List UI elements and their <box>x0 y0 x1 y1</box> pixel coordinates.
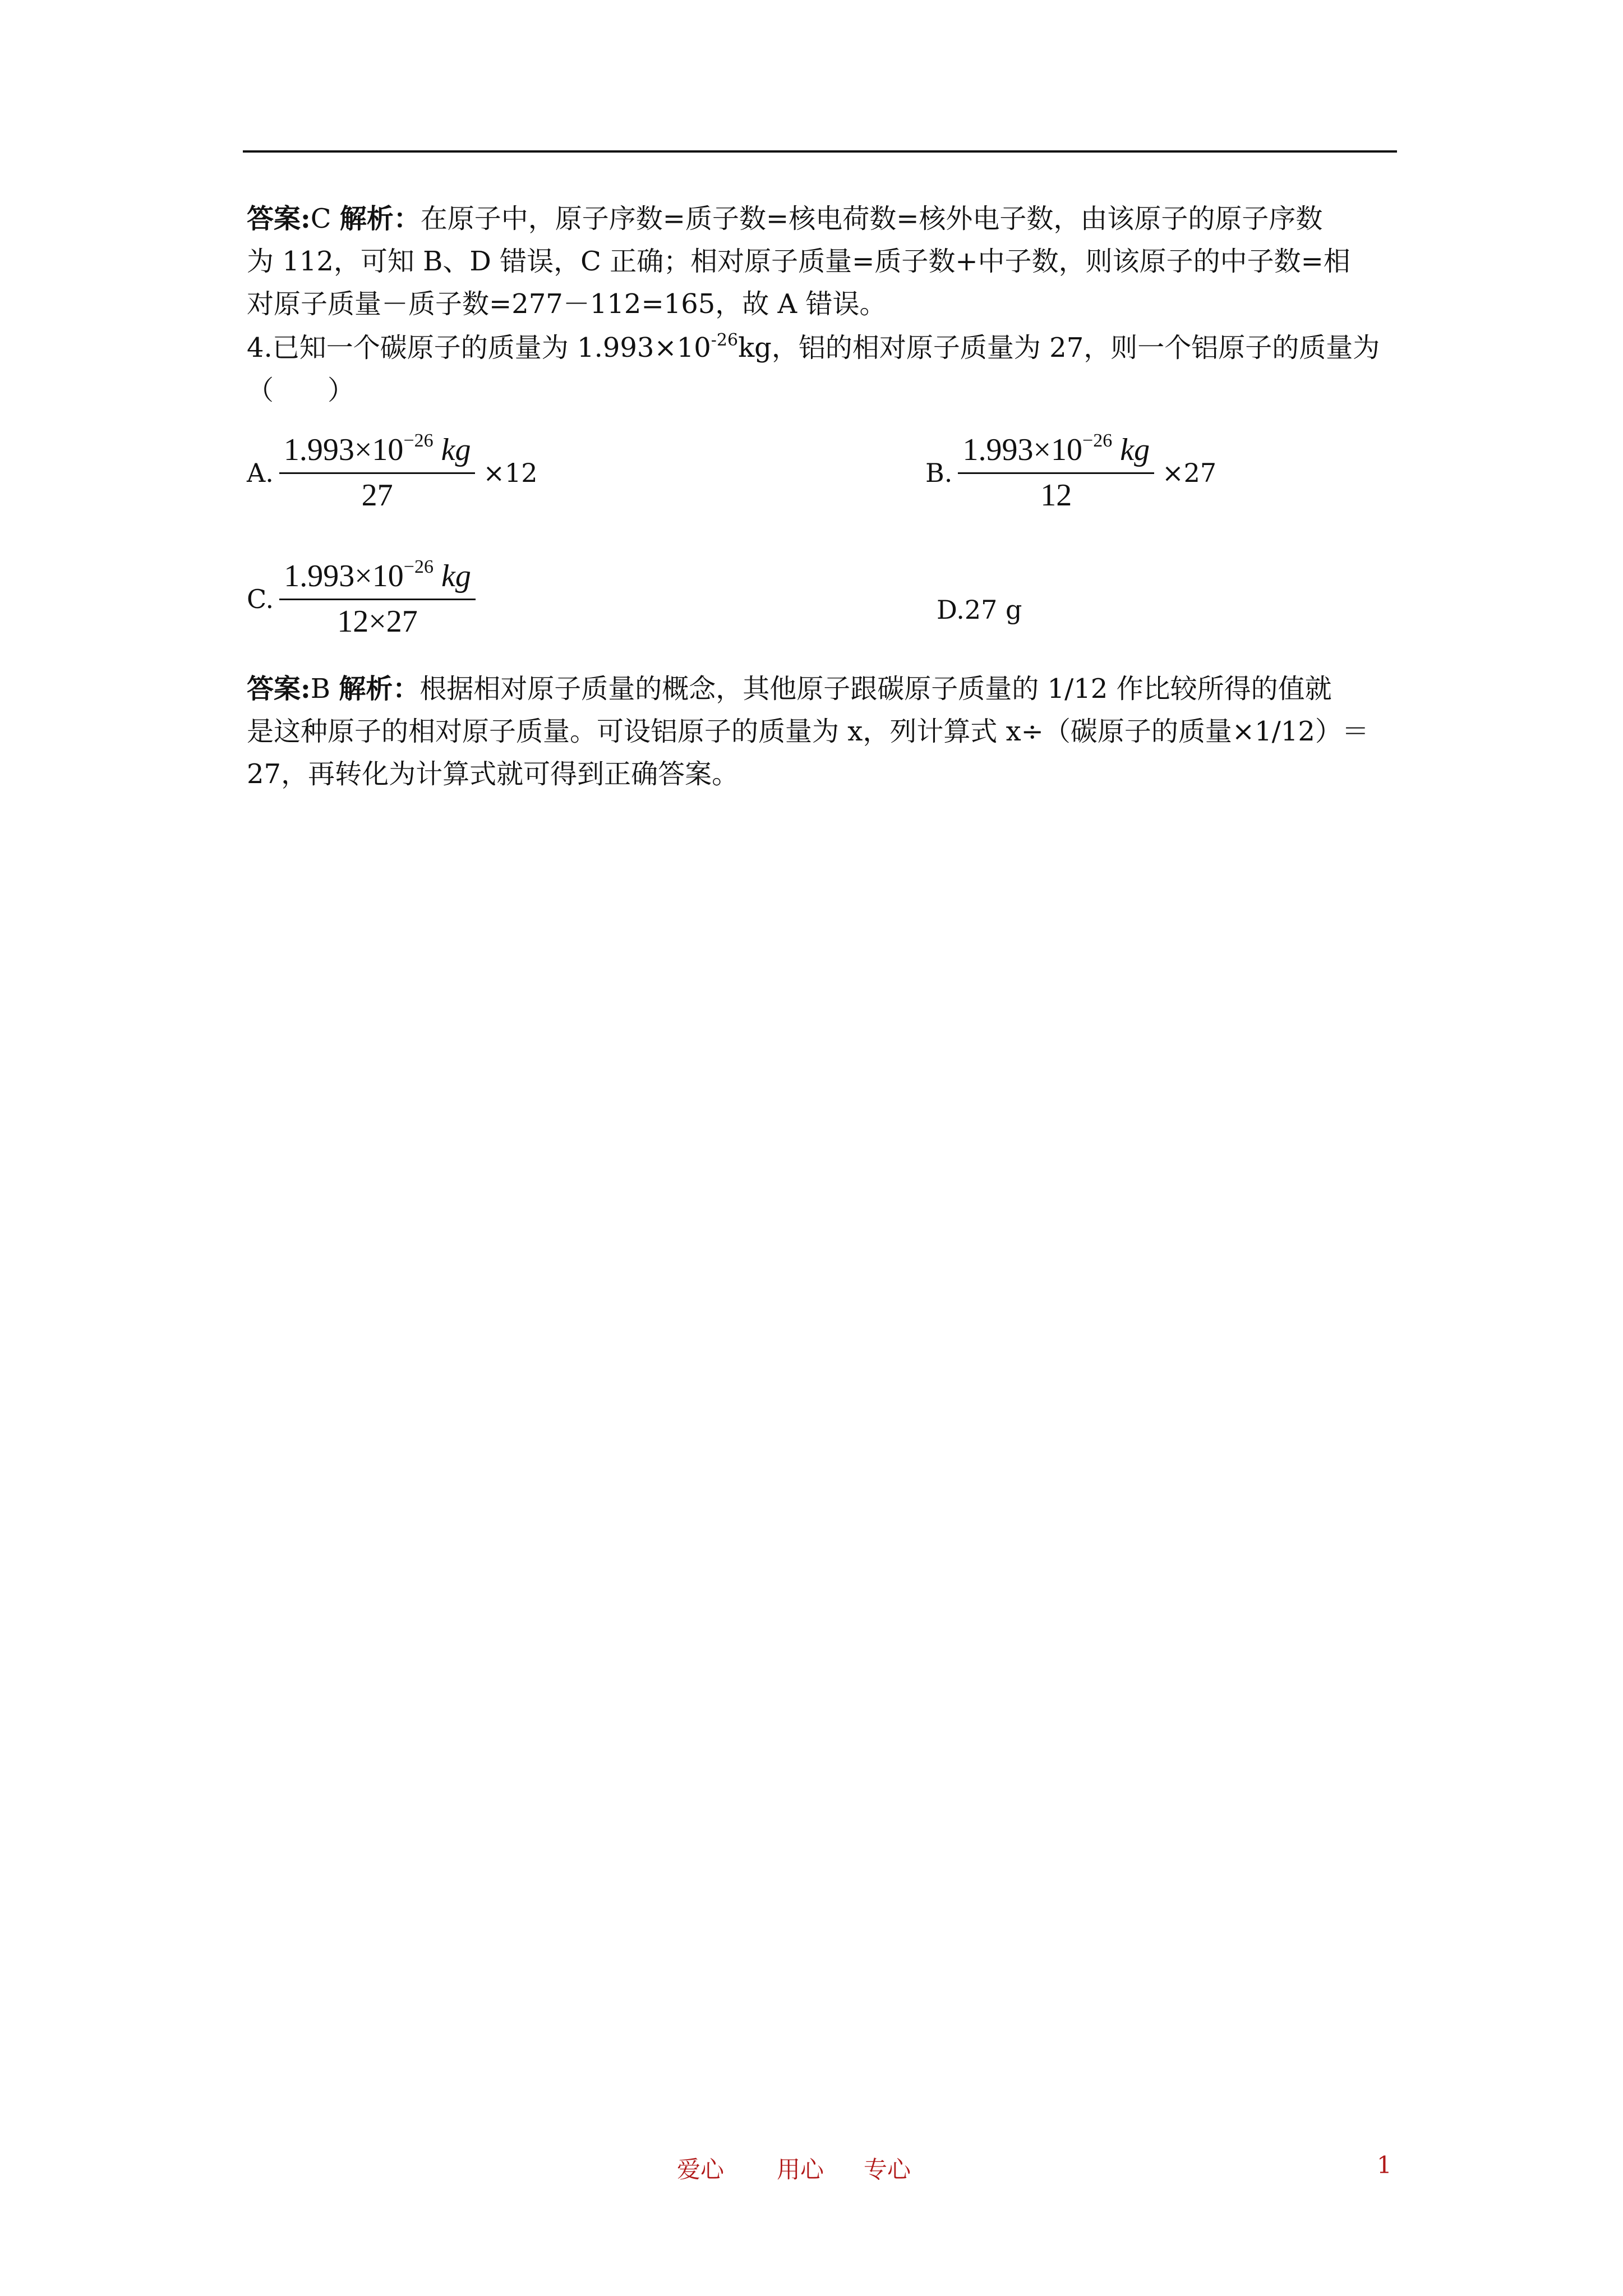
answer-3-paragraph <box>247 197 1396 325</box>
option-a-denominator: 27 <box>361 478 393 513</box>
option-b-exponent: −26 <box>1082 430 1113 451</box>
option-b-numerator <box>958 432 1154 472</box>
option-d-label: D.27 g <box>937 595 1022 625</box>
option-b-denominator: 12 <box>1040 478 1072 513</box>
option-c-fraction <box>279 558 476 639</box>
question-4-text-a: 4.已知一个碳原子的质量为 1.993×10 <box>247 332 711 364</box>
option-a-fraction <box>279 432 476 513</box>
answer-3-line-3: 对原子质量－质子数=277－112=165，故 A 错误。 <box>247 288 887 320</box>
option-c-exponent: −26 <box>403 556 434 577</box>
option-c-unit: kg <box>441 559 471 593</box>
option-b-fraction <box>958 432 1154 513</box>
footer-slogan-3: 专心 <box>864 2156 911 2183</box>
answer-4-line-3: 27，再转化为计算式就可得到正确答案。 <box>247 758 739 790</box>
question-4-line-1 <box>247 326 1396 369</box>
option-b-unit: kg <box>1120 432 1150 467</box>
option-a-numerator <box>279 432 476 472</box>
option-a-unit: kg <box>441 432 471 467</box>
option-c-label: C. <box>247 583 274 614</box>
header-rule <box>243 150 1397 153</box>
question-4-text-b: kg，铝的相对原子质量为 27，则一个铝原子的质量为 <box>738 332 1380 364</box>
page-number: 1 <box>1377 2151 1392 2179</box>
answer-3-line-1 <box>247 197 1396 240</box>
answer-4-paragraph <box>247 668 1396 795</box>
answer-3-text-1: 在原子中，原子序数=质子数=核电荷数=核外电子数，由该原子的原子序数 <box>420 203 1323 234</box>
option-d <box>937 595 1022 625</box>
option-a-suffix: ×12 <box>483 457 538 488</box>
answer-3-line-2: 为 112，可知 B、D 错误，C 正确；相对原子质量=质子数+中子数，则该原子的中子数=相 <box>247 246 1350 277</box>
footer-slogan-1: 爱心 <box>677 2156 725 2183</box>
footer-slogan-2: 用心 <box>777 2156 824 2183</box>
option-c-denominator: 12×27 <box>337 604 418 639</box>
answer-4-line-1 <box>247 668 1396 710</box>
option-b-suffix: ×27 <box>1162 457 1217 488</box>
option-c-numerator <box>279 558 476 599</box>
option-b-label: B. <box>925 457 953 488</box>
question-4-exponent: -26 <box>711 330 739 350</box>
option-b <box>925 432 1216 513</box>
option-a <box>247 432 538 513</box>
answer-label: 答案: <box>247 673 311 705</box>
answer-letter: C <box>310 203 331 234</box>
option-b-num-value: 1.993×10 <box>962 432 1083 467</box>
option-a-label: A. <box>247 457 274 488</box>
question-4-blank: （ ） <box>247 375 355 406</box>
answer-label: 答案: <box>247 203 311 234</box>
option-a-num-value: 1.993×10 <box>283 432 404 467</box>
option-a-exponent: −26 <box>403 430 434 451</box>
answer-letter: B <box>310 673 331 705</box>
option-c-num-value: 1.993×10 <box>284 559 404 593</box>
question-4-stem <box>247 326 1396 412</box>
analysis-label: 解析： <box>339 673 420 705</box>
analysis-label: 解析： <box>339 203 421 234</box>
answer-4-text-1: 根据相对原子质量的概念，其他原子跟碳原子质量的 1/12 作比较所得的值就 <box>419 673 1332 705</box>
option-c <box>247 558 483 639</box>
answer-4-line-2: 是这种原子的相对原子质量。可设铝原子的质量为 x，列计算式 x÷（碳原子的质量×1/12）＝ <box>247 716 1369 747</box>
